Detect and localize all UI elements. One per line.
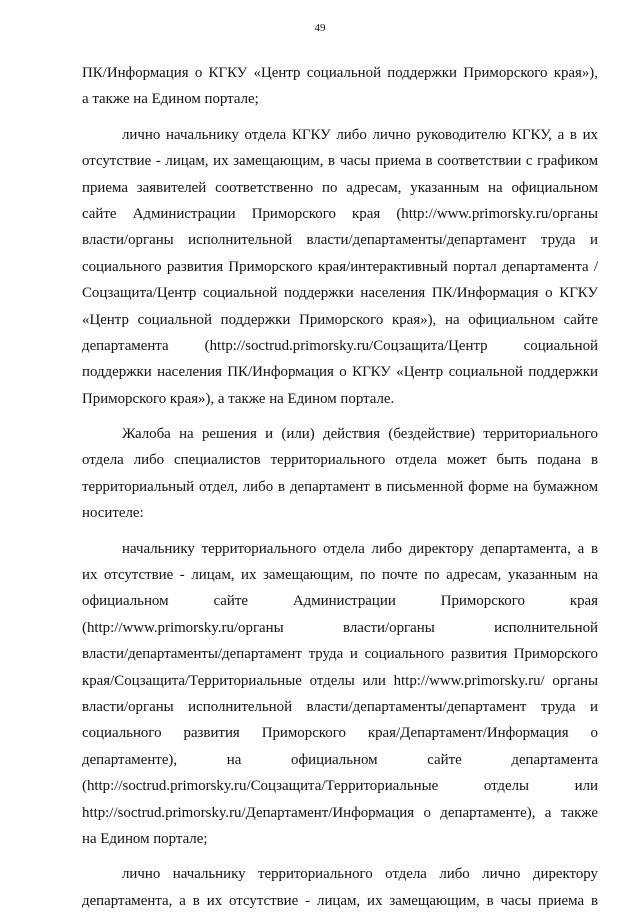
- text-line: территориальный отдел, либо в департамент в письменной форме на бумажном: [82, 478, 598, 495]
- text-line: Приморского края»), а также на Едином портале.: [82, 390, 395, 407]
- paragraph: [82, 421, 598, 527]
- document-body: [82, 60, 598, 914]
- text-line: (http://soctrud.primorsky.ru/Соцзащита/Территориальные отделы или: [82, 778, 598, 795]
- text-line: департаменте), на официальном сайте департамента: [82, 751, 598, 768]
- text-line: сайте Администрации Приморского края (http://www.primorsky.ru/органы: [82, 205, 598, 222]
- text-line: власти/органы исполнительной власти/департаменты/департамент труда и: [82, 698, 598, 715]
- text-line: Соцзащита/Центр социальной поддержки населения ПК/Информация о КГКУ: [82, 285, 598, 302]
- text-line: Жалоба на решения и (или) действия (бездействие) территориального: [122, 426, 598, 443]
- text-line: власти/департаменты/департамент труда и социального развития Приморского: [82, 646, 598, 663]
- paragraph: [82, 60, 598, 113]
- text-line: социального развития Приморского края/Департамент/Информация о: [82, 725, 598, 742]
- text-line: приема заявителей соответственно по адресам, указанным на официальном: [82, 179, 598, 196]
- text-line: а также на Едином портале;: [82, 91, 259, 108]
- text-line: начальнику территориального отдела либо директору департамента, а в: [122, 540, 598, 557]
- text-line: (http://www.primorsky.ru/органы власти/органы исполнительной: [82, 619, 598, 636]
- text-line: власти/органы исполнительной власти/департаменты/департамент труда и: [82, 232, 598, 249]
- text-line: отсутствие - лицам, их замещающим, в часы приема в соответствии с графиком: [82, 153, 598, 170]
- text-line: лично начальнику территориального отдела либо лично директору: [122, 866, 598, 883]
- text-line: официальном сайте Администрации Приморского края: [82, 593, 598, 610]
- text-line: на Едином портале;: [82, 830, 208, 847]
- text-line: социального развития Приморского края/интерактивный портал департамента /: [82, 258, 598, 275]
- page-number: 49: [314, 22, 326, 34]
- text-line: «Центр социальной поддержки Приморского края»), на официальном сайте: [82, 311, 598, 328]
- text-line: http://soctrud.primorsky.ru/Департамент/Информация о департаменте), а также: [82, 804, 598, 821]
- text-line: ПК/Информация о КГКУ «Центр социальной поддержки Приморского края»),: [82, 65, 598, 81]
- paragraph: [82, 536, 598, 853]
- text-line: лично начальнику отдела КГКУ либо лично руководителю КГКУ, а в их: [122, 126, 598, 143]
- text-line: поддержки населения ПК/Информация о КГКУ «Центр социальной поддержки: [82, 364, 598, 381]
- text-line: отдела либо специалистов территориального отдела может быть подана в: [82, 452, 598, 469]
- text-line: департамента (http://soctrud.primorsky.ru/Соцзащита/Центр социальной: [82, 337, 598, 354]
- text-line: их отсутствие - лицам, их замещающим, по почте по адресам, указанным на: [82, 567, 598, 584]
- text-line: носителе:: [82, 505, 144, 522]
- paragraph: [82, 122, 598, 412]
- paragraph: [82, 861, 598, 914]
- text-line: края/Соцзащита/Территориальные отделы или http://www.primorsky.ru/ органы: [82, 672, 598, 689]
- text-line: департамента, а в их отсутствие - лицам, их замещающим, в часы приема в: [82, 892, 598, 909]
